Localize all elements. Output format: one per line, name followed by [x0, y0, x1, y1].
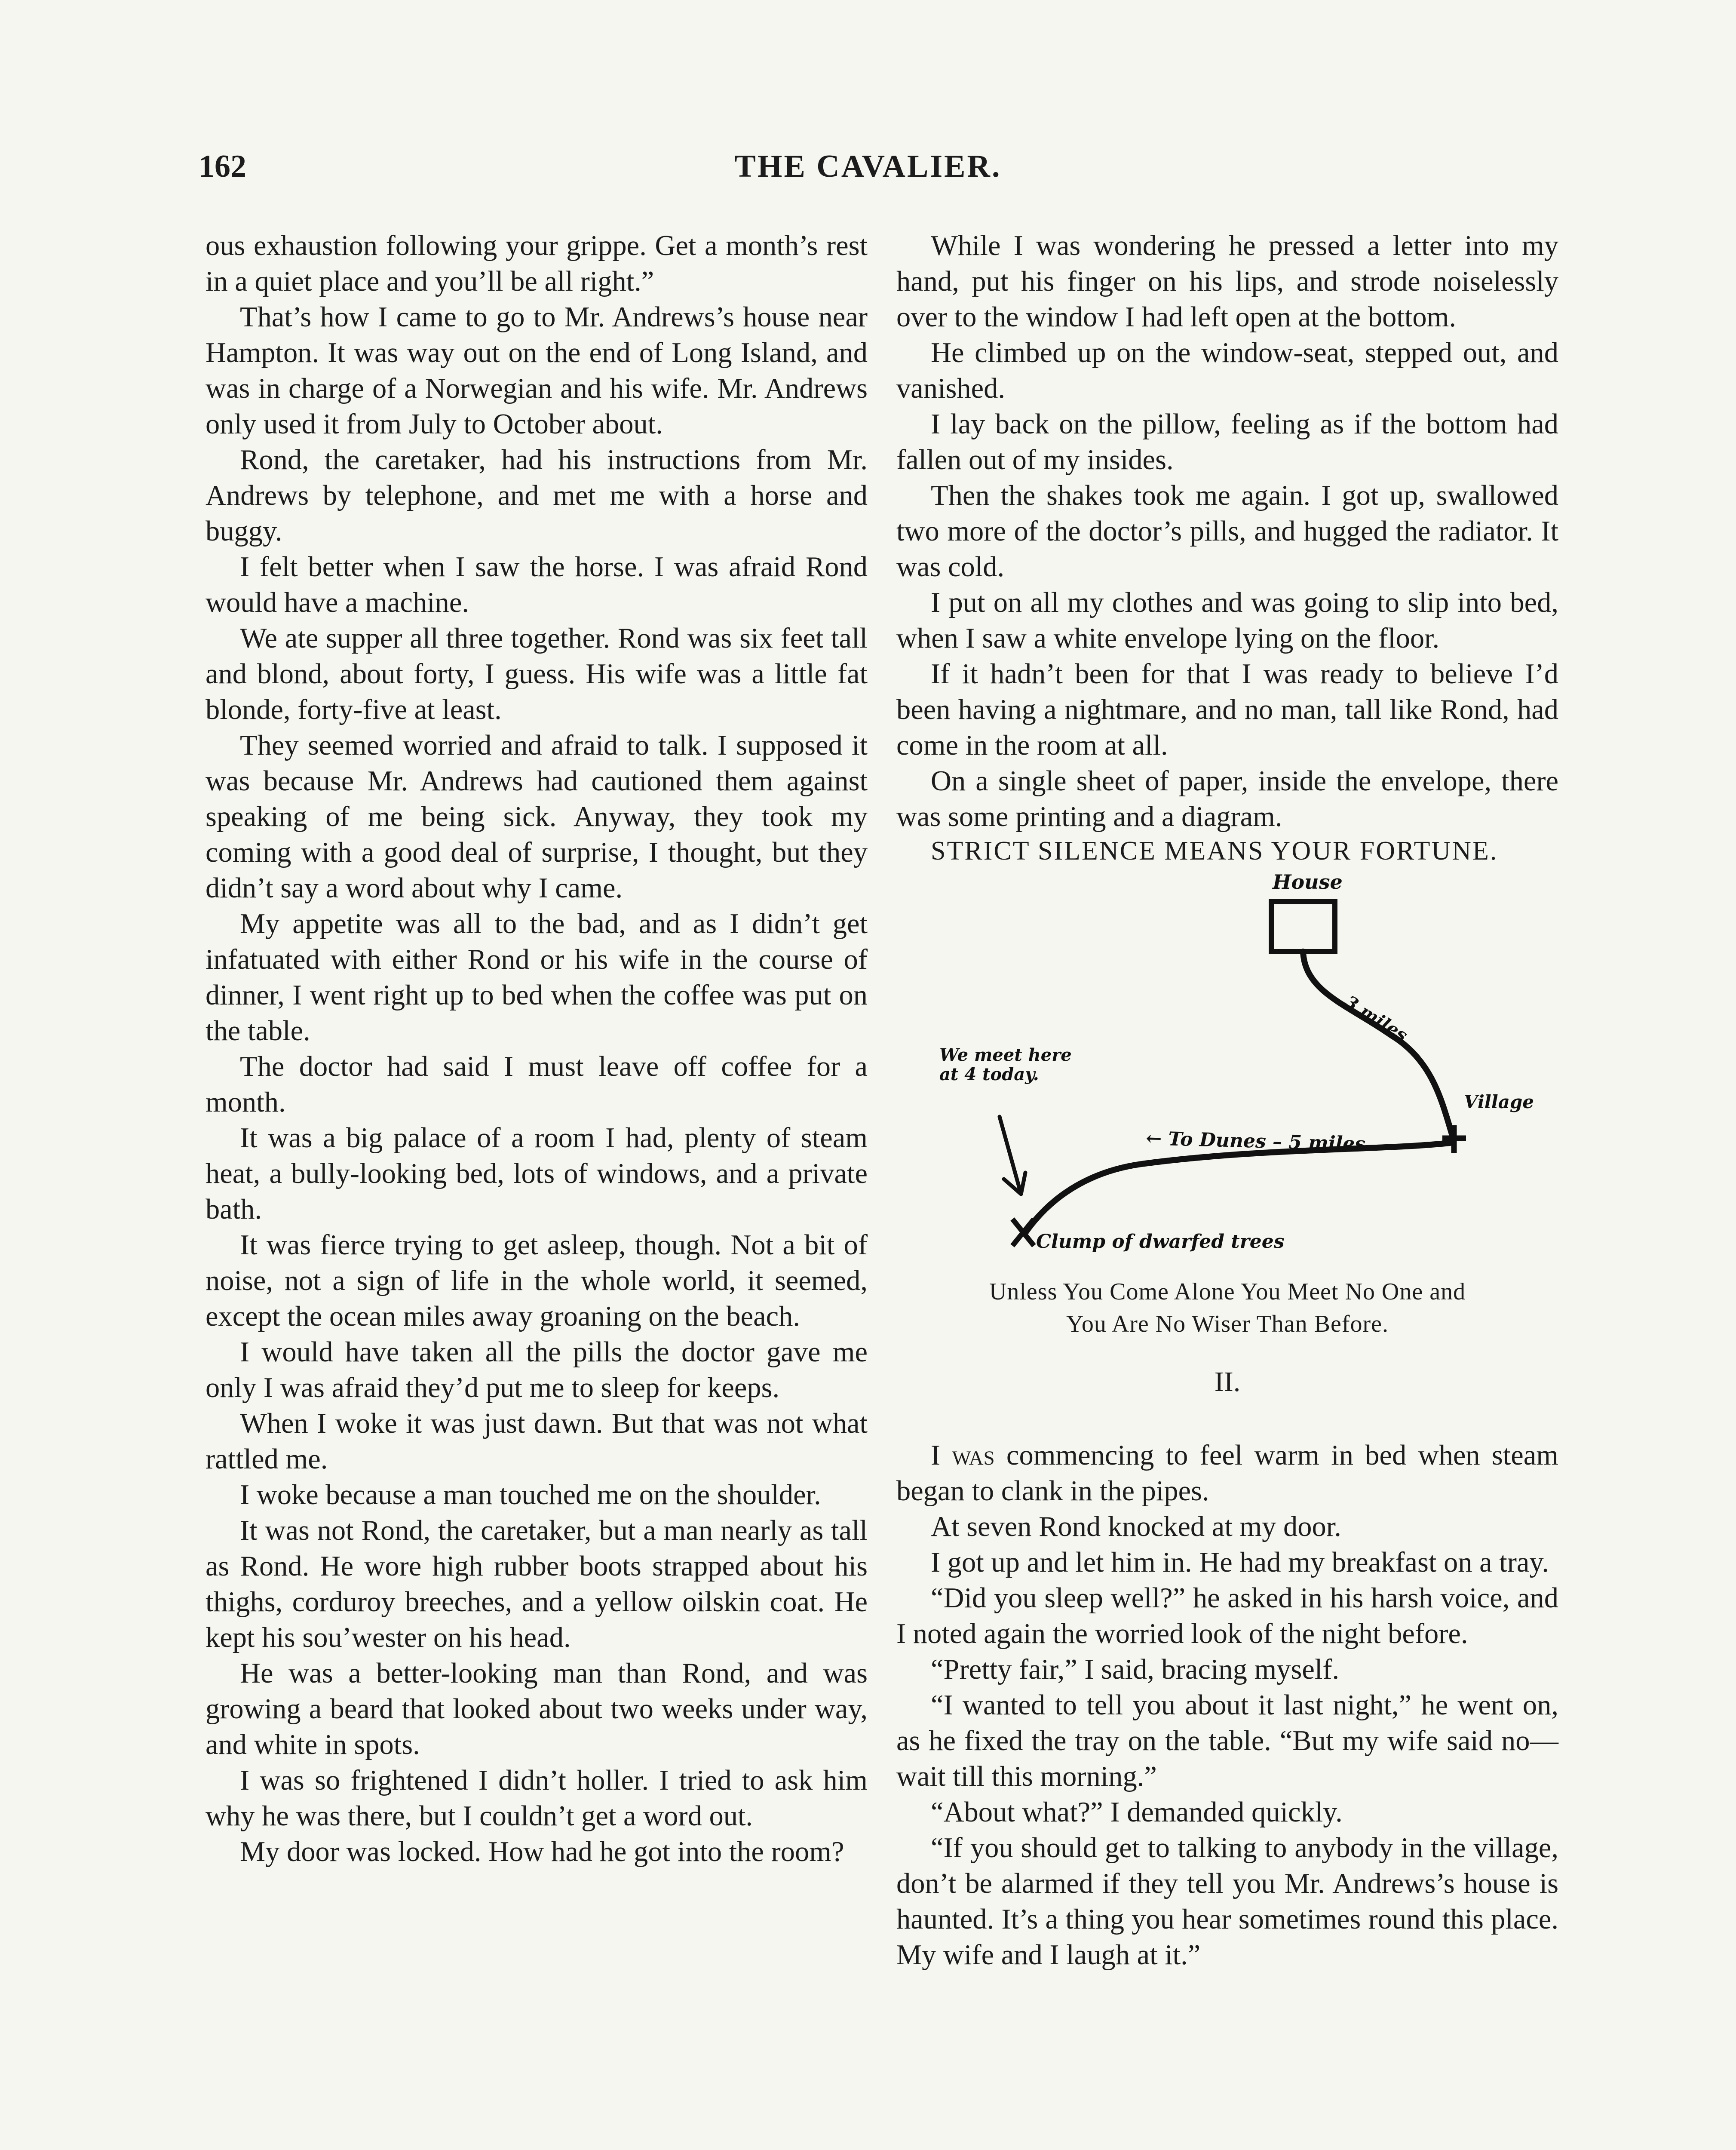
section-number: II. — [1214, 1366, 1241, 1398]
caption-line: Unless You Come Alone You Meet No One and — [989, 1278, 1466, 1305]
paragraph: “I wanted to tell you about it last night,” he went on, as he fixed the tray on the table. “But my wife said no—wait till this morning.” — [896, 1689, 1558, 1792]
paragraph: He was a better-looking man than Rond, and was growing a beard that looked about two weeks under way, and white in spots. — [205, 1658, 868, 1760]
paragraph: While I was wondering he pressed a letter into my hand, put his finger on his lips, and strode noiselessly over to the window I had left open at the bottom. — [896, 230, 1558, 333]
map-label-meet-line-2: at 4 today. — [939, 1064, 1039, 1084]
road-village-to-trees — [1025, 1143, 1453, 1233]
notice-caption — [896, 1276, 1558, 1340]
paragraph: That’s how I came to go to Mr. Andrews’s house near Hampton. It was way out on the end of Long Island, and was in charge of a Norwegian and his wife. Mr. Andrews only used it from July to October about. — [205, 301, 868, 440]
paragraph: I put on all my clothes and was going to slip into bed, when I saw a white envelope lying on the floor. — [896, 587, 1558, 654]
paragraph: It was fierce trying to get asleep, though. Not a bit of noise, not a sign of life in the whole world, it seemed, except the ocean miles away groaning on the beach. — [205, 1229, 868, 1332]
lead-rest: commencing to feel warm in bed when steam began to clank in the pipes. — [896, 1440, 1558, 1507]
paragraph: “If you should get to talking to anybody in the village, don’t be alarmed if they tell you Mr. Andrews’s house is haunted. It’s a thing you hear sometimes round this place. My wife and I laugh at it.” — [896, 1832, 1558, 1971]
house-icon — [1271, 902, 1335, 952]
road-house-to-village — [1303, 952, 1453, 1138]
paragraph: “Pretty fair,” I said, bracing myself. — [931, 1654, 1340, 1685]
hand-drawn-map — [896, 863, 1558, 1284]
paragraph: We ate supper all three together. Rond was six feet tall and blond, about forty, I guess. His wife was a little fat blonde, forty-five at least. — [205, 623, 868, 725]
paragraph: My door was locked. How had he got into the room? — [240, 1836, 844, 1867]
paragraph: My appetite was all to the bad, and as I didn’t get infatuated with either Rond or his wife in the course of dinner, I went right up to bed when the coffee was put on the table. — [205, 908, 868, 1047]
left-column — [205, 228, 868, 1870]
paragraph: It was a big palace of a room I had, plenty of steam heat, a bully-looking bed, lots of windows, and a private bath. — [205, 1122, 868, 1225]
paragraph: He climbed up on the window-seat, stepped out, and vanished. — [896, 337, 1558, 404]
paragraph: “About what?” I demanded quickly. — [931, 1797, 1343, 1828]
paragraph: Rond, the caretaker, had his instructions from Mr. Andrews by telephone, and met me with a horse and buggy. — [205, 444, 868, 547]
paragraph: Then the shakes took me again. I got up, swallowed two more of the doctor’s pills, and hugged the radiator. It was cold. — [896, 480, 1558, 583]
paragraph: I would have taken all the pills the doctor gave me only I was afraid they’d put me to sleep for keeps. — [205, 1336, 868, 1404]
paragraph: At seven Rond knocked at my door. — [931, 1511, 1341, 1542]
running-title: THE CAVALIER. — [734, 149, 1002, 184]
paragraph: I woke because a man touched me on the shoulder. — [240, 1479, 821, 1511]
map-label-meet-line-1: We meet here — [939, 1045, 1072, 1065]
paragraph: On a single sheet of paper, inside the envelope, there was some printing and a diagram. — [896, 765, 1558, 832]
notice-heading: STRICT SILENCE MEANS YOUR FORTUNE. — [931, 836, 1498, 866]
paragraph: “Did you sleep well?” he asked in his harsh voice, and I noted again the worried look of the night before. — [896, 1582, 1558, 1649]
map-label-3-miles: 3 miles — [1341, 991, 1411, 1046]
section-first-paragraph — [896, 1437, 1558, 1509]
right-column — [896, 228, 1558, 1973]
map-label-trees: Clump of dwarfed trees — [1036, 1231, 1285, 1253]
caption-line: You Are No Wiser Than Before. — [1066, 1311, 1389, 1337]
map-label-dunes: ← To Dunes – 5 miles — [1145, 1127, 1366, 1155]
page-number: 162 — [199, 149, 246, 184]
paragraph: I felt better when I saw the horse. I was afraid Rond would have a machine. — [205, 551, 868, 618]
map-label-house: House — [1273, 870, 1343, 894]
arrow-icon — [1000, 1117, 1025, 1194]
village-cross-icon — [1442, 1125, 1466, 1153]
map-label-village: Village — [1464, 1091, 1534, 1112]
lead-words: I was — [931, 1440, 995, 1471]
paragraph: The doctor had said I must leave off coffee for a month. — [205, 1051, 868, 1118]
paragraph: When I woke it was just dawn. But that was not what rattled me. — [205, 1408, 868, 1475]
paragraph: It was not Rond, the caretaker, but a man nearly as tall as Rond. He wore high rubber boots strapped about his thighs, corduroy breeches, and a yellow oilskin coat. He kept his sou’wester on his head. — [205, 1515, 868, 1653]
paragraph: If it hadn’t been for that I was ready to believe I’d been having a nightmare, and no man, tall like Rond, had come in the room at all. — [896, 658, 1558, 761]
meeting-point-x-icon — [1012, 1219, 1034, 1246]
paragraph: They seemed worried and afraid to talk. I supposed it was because Mr. Andrews had cautioned them against speaking of me being sick. Anyway, they took my coming with a good deal of surprise, I thought, but they didn’t say a word about why I came. — [205, 730, 868, 904]
paragraph: I lay back on the pillow, feeling as if the bottom had fallen out of my insides. — [896, 408, 1558, 476]
paragraph: ous exhaustion following your grippe. Get a month’s rest in a quiet place and you’ll be all right.” — [205, 230, 868, 297]
paragraph: I got up and let him in. He had my breakfast on a tray. — [931, 1547, 1549, 1578]
paragraph: I was so frightened I didn’t holler. I tried to ask him why he was there, but I couldn’t get a word out. — [205, 1765, 868, 1832]
